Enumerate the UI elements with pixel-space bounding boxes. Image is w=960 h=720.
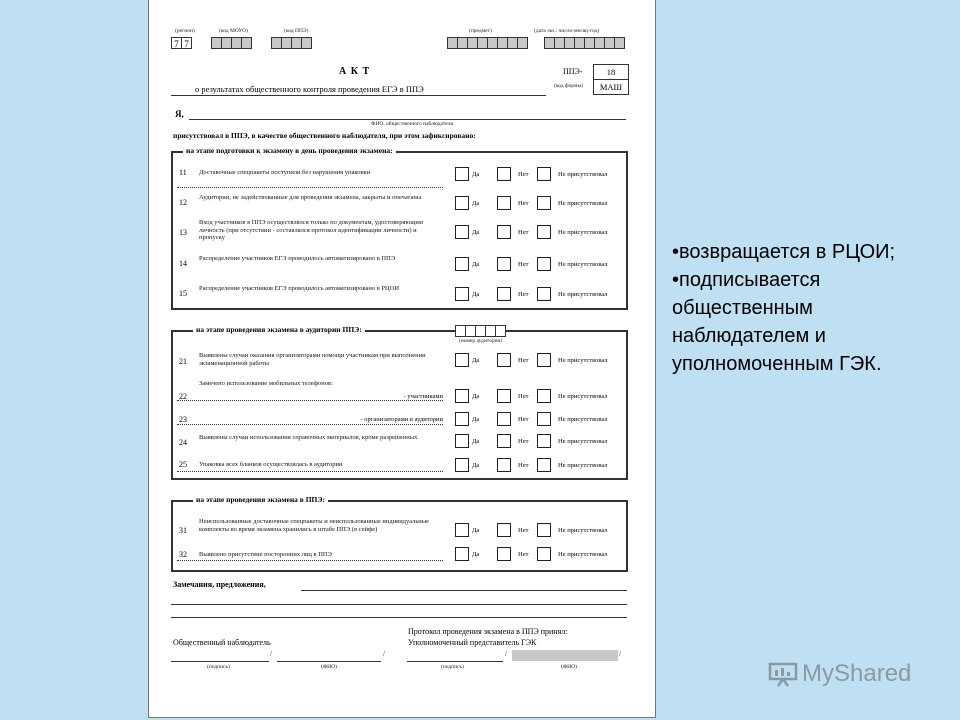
yes-checkbox[interactable]: [455, 353, 469, 367]
yes-checkbox[interactable]: [455, 287, 469, 301]
row-number: 31: [179, 526, 187, 535]
no-checkbox[interactable]: [497, 389, 511, 403]
present-text: присутствовал в ППЭ, в качестве общественного наблюдателя, при этом зафиксировано:: [173, 131, 476, 140]
row-number: 14: [179, 259, 187, 268]
bullet-item: •подписывается общественным наблюдателем и уполномоченным ГЭК.: [672, 269, 882, 375]
section-title: на этапе проведения экзамена в аудитории ППЭ:: [193, 325, 365, 334]
section-title: на этапе проведения экзамена в ППЭ:: [193, 495, 328, 504]
yes-label: Да: [472, 416, 480, 423]
yes-label: Да: [472, 171, 480, 178]
slash: /: [383, 650, 385, 658]
no-label: Нет: [518, 200, 529, 207]
absent-label: Не присутствовал: [558, 527, 608, 534]
no-label: Нет: [518, 261, 529, 268]
slash: /: [270, 650, 272, 658]
absent-checkbox[interactable]: [537, 412, 551, 426]
mouo-code-cells: [211, 37, 251, 49]
yes-label: Да: [472, 462, 480, 469]
yes-label: Да: [472, 357, 480, 364]
row-sub-text: - участниками: [403, 393, 443, 400]
no-label: Нет: [518, 357, 529, 364]
fio-caption: ФИО. общественного наблюдателя: [371, 121, 453, 127]
absent-checkbox[interactable]: [537, 167, 551, 181]
row-number: 32: [179, 550, 187, 559]
no-label: Нет: [518, 462, 529, 469]
row-text: Доставочные спецпакеты поступили без нарушения упаковки: [199, 169, 371, 176]
yes-checkbox[interactable]: [455, 167, 469, 181]
no-label: Нет: [518, 393, 529, 400]
no-checkbox[interactable]: [497, 287, 511, 301]
absent-label: Не присутствовал: [558, 551, 608, 558]
yes-checkbox[interactable]: [455, 434, 469, 448]
no-label: Нет: [518, 229, 529, 236]
gek-label: Уполномоченный представитель ГЭК: [408, 638, 537, 647]
absent-label: Не присутствовал: [558, 261, 608, 268]
section-preparation: [171, 146, 628, 310]
no-checkbox[interactable]: [497, 225, 511, 239]
absent-checkbox[interactable]: [537, 287, 551, 301]
ppe-code-cells: [271, 37, 311, 49]
row-sub-text: - организаторами в аудитории: [360, 416, 443, 423]
absent-label: Не присутствовал: [558, 357, 608, 364]
no-checkbox[interactable]: [497, 434, 511, 448]
remarks-label: Замечания, предложения,: [173, 580, 266, 589]
yes-label: Да: [472, 527, 480, 534]
subject-cells: [447, 37, 527, 49]
date-cells: [544, 37, 624, 49]
section-auditorium: [171, 325, 628, 480]
no-checkbox[interactable]: [497, 523, 511, 537]
absent-checkbox[interactable]: [537, 353, 551, 367]
absent-label: Не присутствовал: [558, 462, 608, 469]
row-number: 23: [179, 415, 187, 424]
absent-label: Не присутствовал: [558, 200, 608, 207]
yes-checkbox[interactable]: [455, 225, 469, 239]
row-text: Выявлены случаи оказания организаторами помощи участникам при выполнении экзаменационной работы: [199, 352, 426, 367]
ya-label: Я,: [175, 109, 184, 119]
yes-checkbox[interactable]: [455, 196, 469, 210]
row-text: Неиспользованные доставочные спецпакеты и неиспользованные индивидуальные комплекты во время экзамена хранились в штабе ППЭ (в сейфе): [199, 518, 430, 533]
row-number: 25: [179, 460, 187, 469]
section-title: на этапе подготовки к экзамену в день проведения экзамена:: [183, 146, 396, 155]
observer-sign-caption: (подпись): [207, 664, 230, 670]
act-subtitle: о результатах общественного контроля проведения ЕГЭ в ППЭ: [195, 84, 424, 94]
absent-label: Не присутствовал: [558, 438, 608, 445]
absent-checkbox[interactable]: [537, 523, 551, 537]
yes-label: Да: [472, 261, 480, 268]
absent-label: Не присутствовал: [558, 393, 608, 400]
ppe-number: 18: [593, 64, 629, 80]
act-title: А К Т: [339, 66, 371, 77]
slash: /: [619, 650, 621, 658]
myshared-logo: [768, 660, 911, 688]
row-text: Распределение участников ЕГЭ проводилось автоматизировано в ППЭ: [199, 255, 396, 262]
observer-fio-caption: (ФИО): [321, 664, 337, 670]
subject-label: (предмет): [469, 28, 492, 34]
region-code-label: (регион): [175, 28, 195, 34]
no-checkbox[interactable]: [497, 547, 511, 561]
row-text: Выявлено присутствие посторонних лиц в ППЭ: [199, 551, 332, 558]
no-checkbox[interactable]: [497, 458, 511, 472]
yes-label: Да: [472, 393, 480, 400]
no-label: Нет: [518, 171, 529, 178]
absent-checkbox[interactable]: [537, 547, 551, 561]
absent-label: Не присутствовал: [558, 171, 608, 178]
gek-fio-caption: (ФИО): [561, 664, 577, 670]
yes-label: Да: [472, 438, 480, 445]
no-label: Нет: [518, 291, 529, 298]
absent-checkbox[interactable]: [537, 257, 551, 271]
no-label: Нет: [518, 416, 529, 423]
gek-sign-caption: (подпись): [441, 664, 464, 670]
gek-fio-field: [512, 650, 618, 661]
yes-checkbox[interactable]: [455, 547, 469, 561]
row-number: 12: [179, 198, 187, 207]
yes-checkbox[interactable]: [455, 257, 469, 271]
absent-checkbox[interactable]: [537, 434, 551, 448]
no-label: Нет: [518, 438, 529, 445]
row-number: 21: [179, 357, 187, 366]
absent-checkbox[interactable]: [537, 225, 551, 239]
auditorium-number-cells: [455, 325, 505, 337]
ppe-label: ППЭ-: [563, 67, 583, 76]
row-number: 15: [179, 289, 187, 298]
row-number: 24: [179, 438, 187, 447]
absent-checkbox[interactable]: [537, 389, 551, 403]
section-ppe: [171, 495, 628, 572]
row-number: 13: [179, 228, 187, 237]
no-checkbox[interactable]: [497, 167, 511, 181]
region-cell: 7: [171, 37, 182, 49]
yes-checkbox[interactable]: [455, 412, 469, 426]
no-checkbox[interactable]: [497, 412, 511, 426]
form-code: МАШ: [593, 79, 629, 95]
exam-date-label: (дата экз.: число-месяц-год): [534, 28, 600, 34]
bullet-item: •возвращается в РЦОИ;: [672, 241, 896, 263]
no-checkbox[interactable]: [497, 196, 511, 210]
yes-checkbox[interactable]: [455, 523, 469, 537]
row-text: Распределение участников ЕГЭ проводилось автоматизировано в РЦОИ: [199, 285, 400, 292]
row-number: 11: [179, 168, 187, 177]
region-code-cells: [171, 37, 191, 49]
observer-label: Общественный наблюдатель: [173, 638, 271, 647]
slash: /: [505, 650, 507, 658]
yes-label: Да: [472, 551, 480, 558]
yes-label: Да: [472, 200, 480, 207]
absent-label: Не присутствовал: [558, 291, 608, 298]
no-checkbox[interactable]: [497, 257, 511, 271]
row-number: 22: [179, 392, 187, 401]
absent-checkbox[interactable]: [537, 458, 551, 472]
yes-label: Да: [472, 291, 480, 298]
protocol-label: Протокол проведения экзамена в ППЭ принял:: [408, 627, 568, 636]
absent-checkbox[interactable]: [537, 196, 551, 210]
absent-label: Не присутствовал: [558, 416, 608, 423]
row-text: Аудитории, не задействованные для проведения экзамена, закрыты и опечатаны: [199, 194, 422, 201]
mouo-code-label: (код МОУО): [219, 28, 248, 34]
absent-label: Не присутствовал: [558, 229, 608, 236]
row-text: Выявлены случаи использования справочных материалов, кроме разрешенных: [199, 434, 418, 441]
act-document: [148, 0, 656, 718]
bullet-list: [672, 238, 952, 378]
no-label: Нет: [518, 527, 529, 534]
row-text: Замечено использование мобильных телефонов:: [199, 380, 333, 387]
ppe-code-label: (код ППЭ): [284, 28, 309, 34]
row-text: Вход участников в ППЭ осуществлялся только по документам, удостоверяющим личность (при отсутствии - составлялся протокол идентификации личности) и пропуску: [199, 219, 423, 241]
no-checkbox[interactable]: [497, 353, 511, 367]
auditorium-caption: (номер аудитории): [459, 338, 503, 344]
yes-label: Да: [472, 229, 480, 236]
region-cell: 7: [181, 37, 192, 49]
no-label: Нет: [518, 551, 529, 558]
presentation-icon: [768, 661, 798, 687]
yes-checkbox[interactable]: [455, 458, 469, 472]
logo-text: MyShared: [802, 660, 912, 687]
yes-checkbox[interactable]: [455, 389, 469, 403]
form-code-label: (код формы): [554, 83, 583, 89]
row-text: Упаковка всех бланков осуществлялась в аудитории: [199, 461, 343, 468]
